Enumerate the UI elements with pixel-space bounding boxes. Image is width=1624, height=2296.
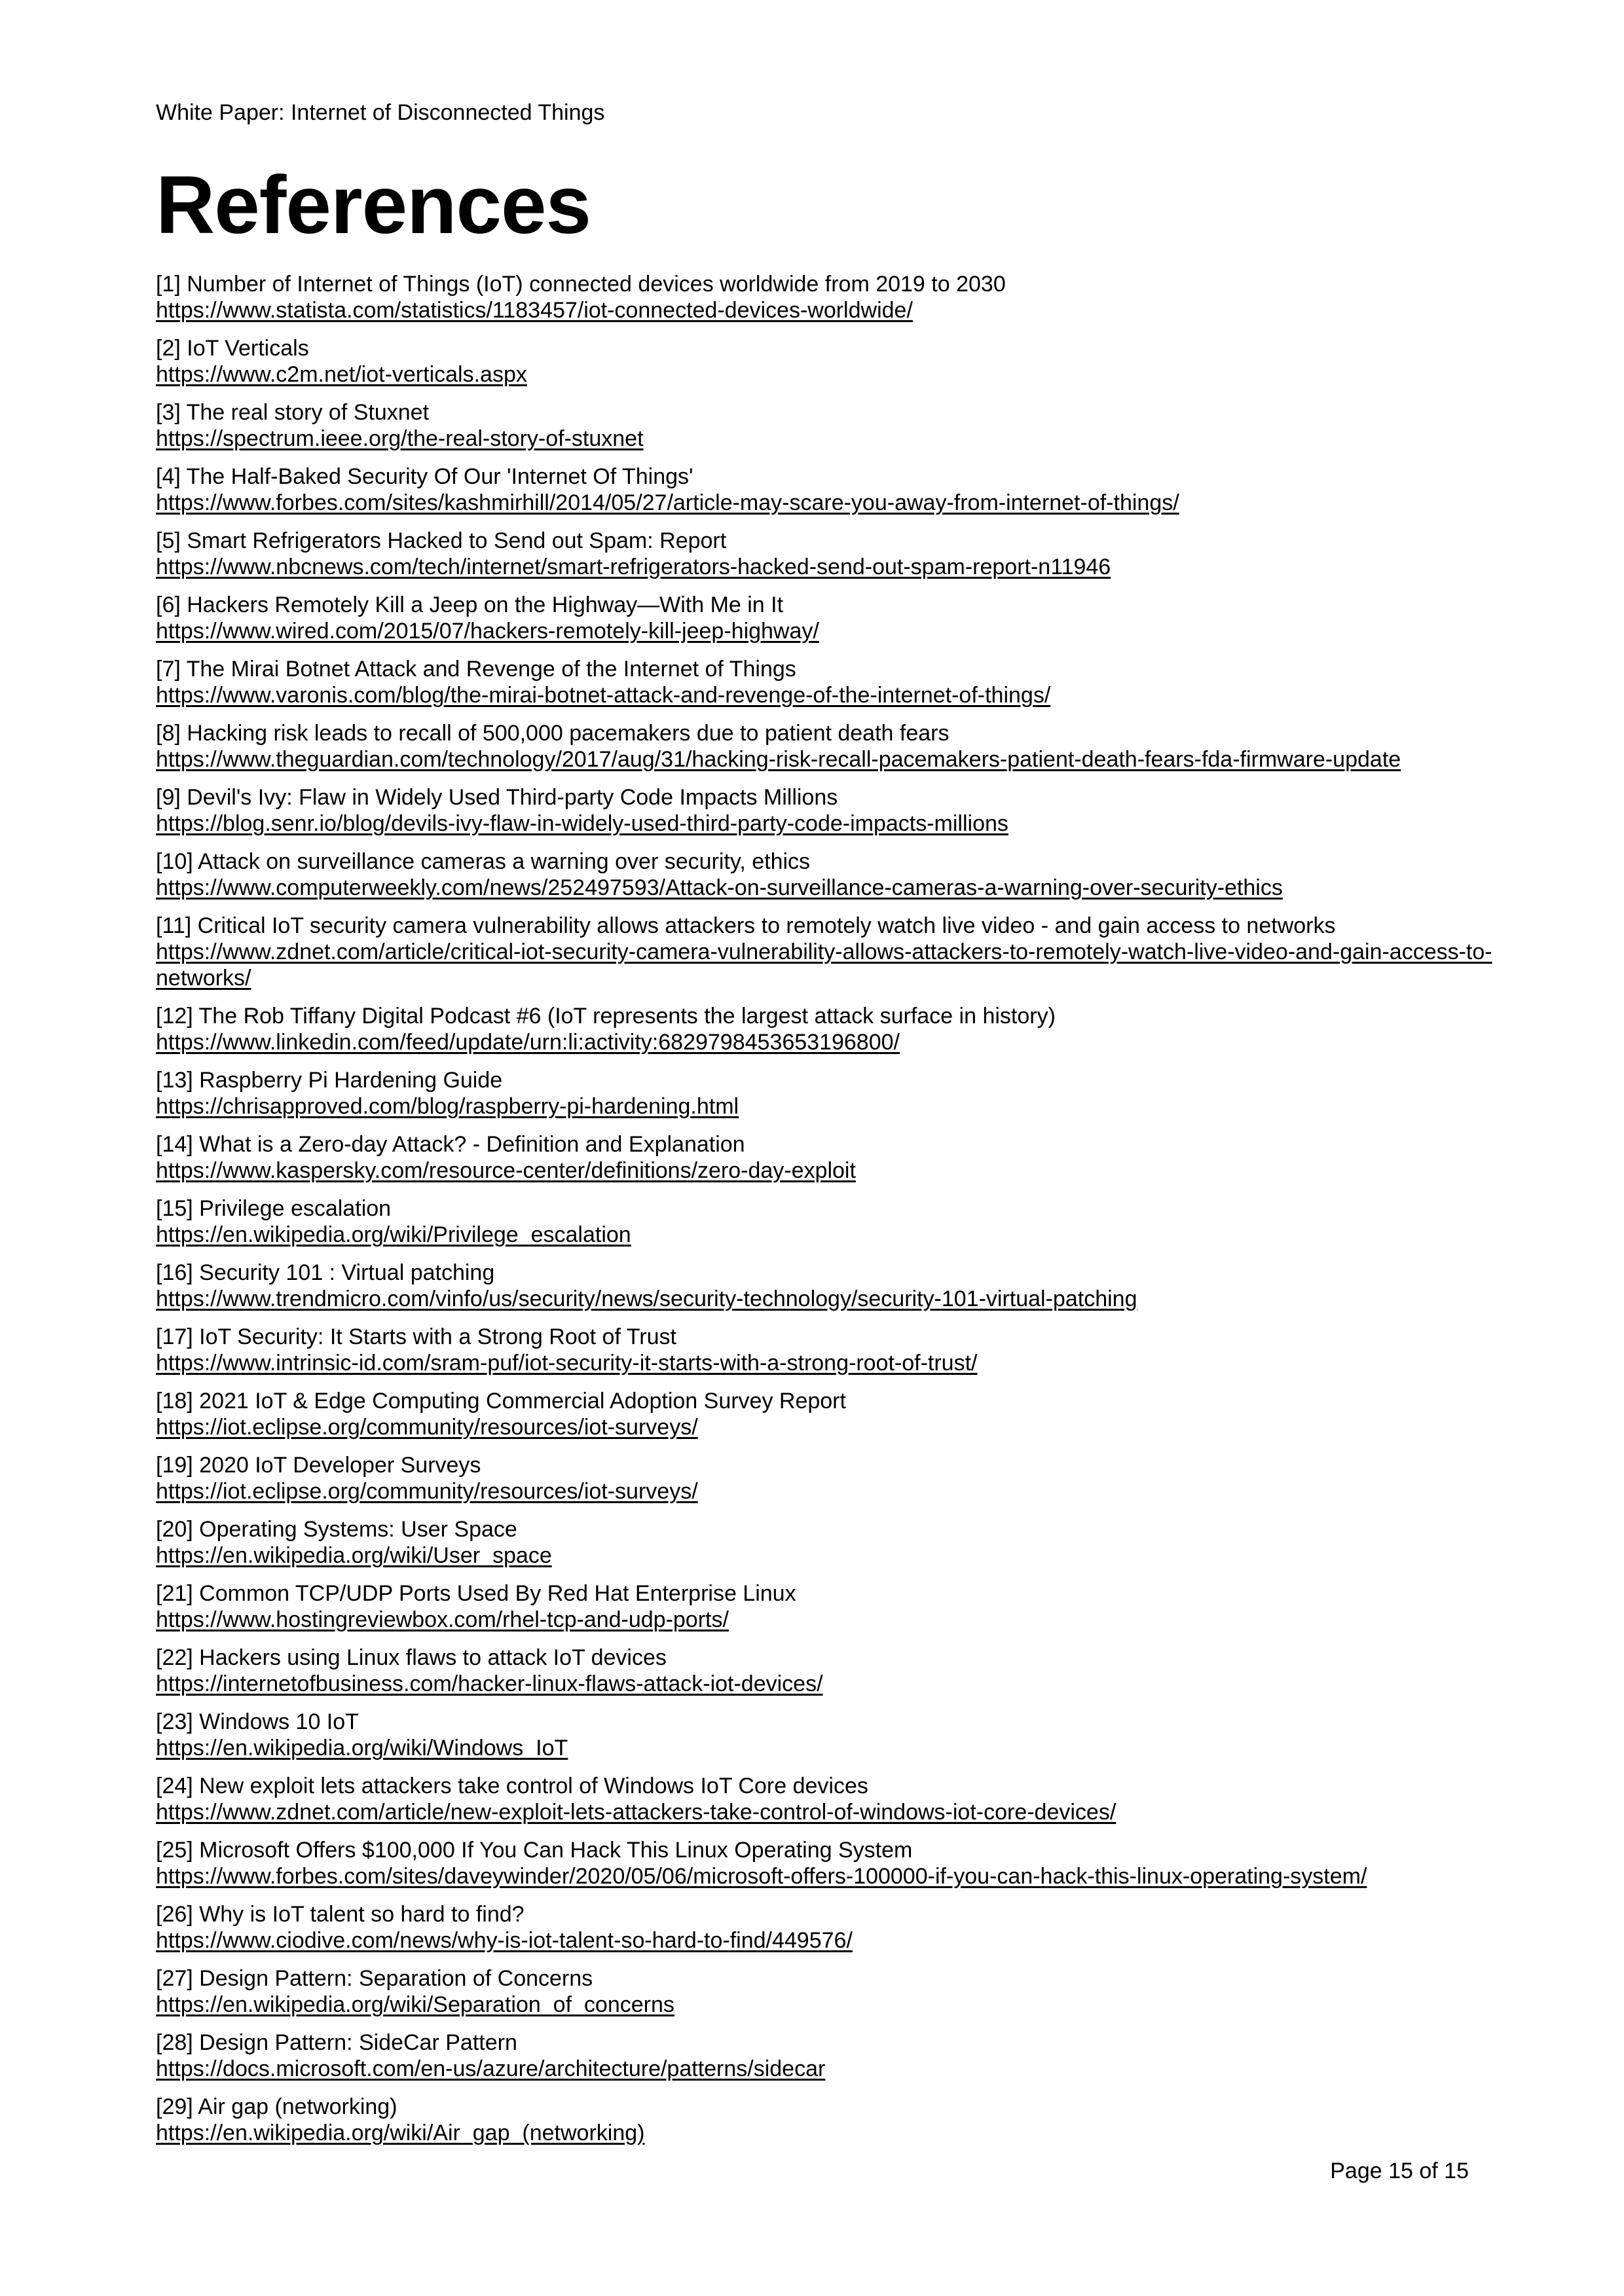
reference-title: [7] The Mirai Botnet Attack and Revenge of the Internet of Things <box>156 657 796 682</box>
reference-item <box>156 1067 1513 1120</box>
references-list <box>156 271 1513 2146</box>
reference-item <box>156 913 1513 991</box>
reference-link[interactable]: https://www.kaspersky.com/resource-center/definitions/zero-day-exploit <box>156 1158 856 1183</box>
reference-title: [16] Security 101 : Virtual patching <box>156 1260 495 1285</box>
reference-link[interactable]: https://internetofbusiness.com/hacker-linux-flaws-attack-iot-devices/ <box>156 1671 823 1696</box>
reference-item <box>156 1388 1513 1440</box>
reference-item <box>156 1452 1513 1504</box>
reference-link[interactable]: https://www.zdnet.com/article/new-exploit-lets-attackers-take-control-of-windows-iot-core-devices/ <box>156 1800 1116 1825</box>
reference-title: [28] Design Pattern: SideCar Pattern <box>156 2030 517 2055</box>
reference-item <box>156 2094 1513 2146</box>
reference-link[interactable]: https://en.wikipedia.org/wiki/User_space <box>156 1543 552 1568</box>
reference-item <box>156 1195 1513 1248</box>
page-title: References <box>156 160 591 251</box>
reference-link[interactable]: https://www.forbes.com/sites/kashmirhill/2014/05/27/article-may-scare-you-away-from-internet-of-things/ <box>156 490 1179 515</box>
reference-item <box>156 784 1513 837</box>
reference-item <box>156 528 1513 580</box>
reference-title: [5] Smart Refrigerators Hacked to Send out Spam: Report <box>156 528 727 553</box>
reference-link[interactable]: https://www.statista.com/statistics/1183457/iot-connected-devices-worldwide/ <box>156 298 913 323</box>
reference-item <box>156 271 1513 323</box>
reference-link[interactable]: https://www.trendmicro.com/vinfo/us/security/news/security-technology/security-101-virtual-patching <box>156 1286 1137 1311</box>
reference-link[interactable]: https://iot.eclipse.org/community/resources/iot-surveys/ <box>156 1479 698 1504</box>
reference-title: [15] Privilege escalation <box>156 1196 392 1221</box>
reference-item <box>156 335 1513 388</box>
reference-title: [8] Hacking risk leads to recall of 500,000 pacemakers due to patient death fears <box>156 721 950 746</box>
reference-link[interactable]: https://docs.microsoft.com/en-us/azure/architecture/patterns/sidecar <box>156 2056 826 2081</box>
reference-item <box>156 720 1513 773</box>
reference-title: [20] Operating Systems: User Space <box>156 1517 517 1542</box>
reference-item <box>156 464 1513 516</box>
reference-title: [14] What is a Zero-day Attack? - Definition and Explanation <box>156 1132 745 1157</box>
reference-link[interactable]: https://www.ciodive.com/news/why-is-iot-talent-so-hard-to-find/449576/ <box>156 1928 853 1953</box>
reference-link[interactable]: https://en.wikipedia.org/wiki/Air_gap_(networking) <box>156 2121 645 2145</box>
page-number: Page 15 of 15 <box>1330 2159 1469 2183</box>
reference-item <box>156 1709 1513 1761</box>
reference-item <box>156 1260 1513 1312</box>
reference-link[interactable]: https://www.forbes.com/sites/daveywinder/2020/05/06/microsoft-offers-100000-if-you-can-hack-this-linux-operating-system/ <box>156 1864 1367 1889</box>
reference-title: [11] Critical IoT security camera vulnerability allows attackers to remotely watch live video - and gain access to networks <box>156 913 1336 938</box>
reference-link[interactable]: https://www.varonis.com/blog/the-mirai-botnet-attack-and-revenge-of-the-internet-of-things/ <box>156 683 1051 708</box>
reference-link[interactable]: https://chrisapproved.com/blog/raspberry-pi-hardening.html <box>156 1094 739 1119</box>
reference-title: [24] New exploit lets attackers take control of Windows IoT Core devices <box>156 1774 868 1798</box>
reference-title: [19] 2020 IoT Developer Surveys <box>156 1453 481 1478</box>
reference-title: [27] Design Pattern: Separation of Concerns <box>156 1966 593 1991</box>
document-header: White Paper: Internet of Disconnected Things <box>156 100 605 125</box>
reference-link[interactable]: https://en.wikipedia.org/wiki/Separation_of_concerns <box>156 1992 674 2017</box>
reference-title: [4] The Half-Baked Security Of Our 'Internet Of Things' <box>156 464 693 489</box>
reference-link[interactable]: https://www.theguardian.com/technology/2017/aug/31/hacking-risk-recall-pacemakers-patient-death-fears-fda-firmware-update <box>156 747 1401 772</box>
reference-item <box>156 1516 1513 1569</box>
reference-link[interactable]: https://blog.senr.io/blog/devils-ivy-flaw-in-widely-used-third-party-code-impacts-millions <box>156 811 1008 836</box>
reference-item <box>156 1773 1513 1825</box>
reference-title: [9] Devil's Ivy: Flaw in Widely Used Third-party Code Impacts Millions <box>156 785 838 810</box>
reference-link[interactable]: https://www.wired.com/2015/07/hackers-remotely-kill-jeep-highway/ <box>156 619 819 644</box>
reference-link[interactable]: https://iot.eclipse.org/community/resources/iot-surveys/ <box>156 1415 698 1440</box>
reference-link[interactable]: https://www.linkedin.com/feed/update/urn:li:activity:6829798453653196800/ <box>156 1030 900 1055</box>
reference-title: [25] Microsoft Offers $100,000 If You Can Hack This Linux Operating System <box>156 1838 913 1863</box>
reference-title: [23] Windows 10 IoT <box>156 1709 359 1734</box>
reference-link[interactable]: https://www.hostingreviewbox.com/rhel-tcp-and-udp-ports/ <box>156 1607 729 1632</box>
reference-title: [1] Number of Internet of Things (IoT) connected devices worldwide from 2019 to 2030 <box>156 272 1006 297</box>
reference-link[interactable]: https://www.computerweekly.com/news/252497593/Attack-on-surveillance-cameras-a-warning-over-security-ethics <box>156 875 1283 900</box>
reference-item <box>156 1837 1513 1889</box>
reference-title: [10] Attack on surveillance cameras a warning over security, ethics <box>156 849 811 874</box>
reference-item <box>156 1580 1513 1633</box>
reference-title: [17] IoT Security: It Starts with a Strong Root of Trust <box>156 1324 676 1349</box>
reference-title: [3] The real story of Stuxnet <box>156 400 430 425</box>
reference-link[interactable]: https://en.wikipedia.org/wiki/Windows_IoT <box>156 1736 568 1760</box>
reference-link[interactable]: https://www.nbcnews.com/tech/internet/smart-refrigerators-hacked-send-out-spam-report-n11946 <box>156 555 1111 579</box>
reference-title: [13] Raspberry Pi Hardening Guide <box>156 1068 503 1093</box>
reference-title: [6] Hackers Remotely Kill a Jeep on the Highway—With Me in It <box>156 592 784 617</box>
reference-title: [2] IoT Verticals <box>156 336 309 361</box>
reference-link[interactable]: https://www.intrinsic-id.com/sram-puf/iot-security-it-starts-with-a-strong-root-of-trust/ <box>156 1351 978 1376</box>
reference-item <box>156 656 1513 708</box>
reference-title: [22] Hackers using Linux flaws to attack IoT devices <box>156 1645 667 1670</box>
reference-item <box>156 1965 1513 2018</box>
reference-item <box>156 1324 1513 1376</box>
reference-item <box>156 2030 1513 2082</box>
reference-link[interactable]: https://www.c2m.net/iot-verticals.aspx <box>156 362 527 387</box>
reference-item <box>156 1131 1513 1184</box>
reference-item <box>156 1645 1513 1697</box>
reference-item <box>156 1003 1513 1055</box>
reference-title: [18] 2021 IoT & Edge Computing Commercial Adoption Survey Report <box>156 1389 846 1413</box>
reference-title: [29] Air gap (networking) <box>156 2094 397 2119</box>
reference-link[interactable]: https://en.wikipedia.org/wiki/Privilege_escalation <box>156 1222 631 1247</box>
reference-item <box>156 1901 1513 1954</box>
reference-item <box>156 848 1513 901</box>
reference-item <box>156 592 1513 644</box>
reference-title: [12] The Rob Tiffany Digital Podcast #6 (IoT represents the largest attack surface in history) <box>156 1004 1056 1029</box>
reference-title: [21] Common TCP/UDP Ports Used By Red Hat Enterprise Linux <box>156 1581 796 1606</box>
reference-item <box>156 399 1513 452</box>
reference-link[interactable]: https://www.zdnet.com/article/critical-iot-security-camera-vulnerability-allows-attackers-to-remotely-watch-live-video-and-gain-access-to-networks/ <box>156 939 1492 991</box>
reference-title: [26] Why is IoT talent so hard to find? <box>156 1902 525 1927</box>
reference-link[interactable]: https://spectrum.ieee.org/the-real-story-of-stuxnet <box>156 426 644 451</box>
